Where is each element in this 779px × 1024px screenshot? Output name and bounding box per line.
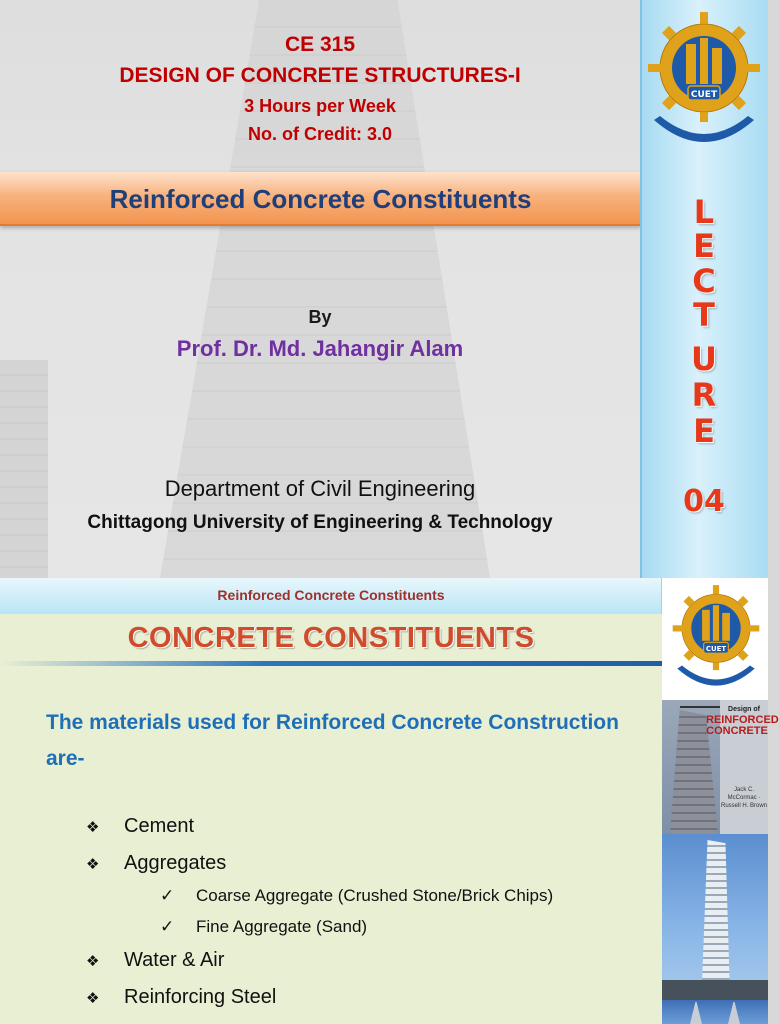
book-authors: Jack C. McCormac · Russell H. Brown — [720, 787, 767, 809]
lecture-letter-c: C — [692, 262, 716, 300]
book-title-small: Design of — [728, 706, 760, 713]
intro-text — [46, 705, 646, 777]
check-icon: ✓ — [160, 917, 175, 936]
cuet-logo-icon — [668, 582, 764, 698]
list-item-label: Aggregates — [124, 852, 227, 874]
tower-photo — [662, 834, 768, 1000]
list-item — [86, 986, 276, 1009]
cuet-logo-icon — [648, 8, 760, 158]
tower-ground-graphic — [662, 980, 768, 1000]
lecture-letter-e: E — [693, 227, 715, 265]
lecture-letter-e2: E — [693, 412, 715, 450]
bullet-diamond-icon: ❖ — [86, 952, 100, 970]
lecture-letter-r: R — [691, 376, 717, 414]
intro-line-2: are- — [46, 747, 85, 770]
twisting-tower-graphic — [700, 840, 730, 996]
sub-list-item — [160, 886, 553, 906]
logo-badge-text: CUET — [690, 90, 718, 100]
by-label: By — [308, 307, 332, 327]
lecture-letter-l: L — [693, 193, 715, 231]
slide-header-bar — [0, 578, 662, 614]
course-code: CE 315 — [284, 33, 356, 56]
topic-title: Reinforced Concrete Constituents — [109, 184, 532, 214]
spire-graphic — [690, 1002, 702, 1024]
bullet-diamond-icon: ❖ — [86, 989, 100, 1007]
list-item — [86, 815, 194, 838]
lecture-letter-t: T — [693, 296, 715, 334]
check-icon: ✓ — [160, 886, 175, 905]
slide-header-text: Reinforced Concrete Constituents — [217, 587, 445, 603]
sub-list-item-label: Coarse Aggregate (Crushed Stone/Brick Chips) — [196, 886, 554, 905]
topic-banner — [0, 172, 641, 226]
bullet-diamond-icon: ❖ — [86, 855, 100, 873]
book-title-line-1: REINFORCED — [706, 714, 779, 726]
slide-title: CONCRETE CONSTITUENTS — [127, 622, 535, 654]
background-building-left — [0, 360, 48, 578]
course-title: DESIGN OF CONCRETE STRUCTURES-I — [119, 64, 521, 87]
list-item-label: Reinforcing Steel — [124, 986, 277, 1008]
bullet-diamond-icon: ❖ — [86, 818, 100, 836]
lecture-number: 04 — [683, 484, 725, 519]
spire-graphic — [728, 1002, 740, 1024]
list-item-label: Cement — [124, 815, 195, 837]
department-name: Department of Civil Engineering — [164, 476, 476, 501]
book-title-line-2: CONCRETE — [706, 725, 768, 737]
university-name: Chittagong University of Engineering & Technology — [87, 512, 553, 533]
sub-list-item — [160, 917, 367, 937]
logo-badge-text: CUET — [705, 644, 727, 653]
content-slide — [0, 578, 779, 1024]
intro-line-1: The materials used for Reinforced Concrete Construction — [46, 711, 619, 734]
twin-towers-photo — [662, 1000, 768, 1024]
sub-list-item-label: Fine Aggregate (Sand) — [196, 917, 368, 936]
book-title — [706, 714, 779, 737]
book-cover-image — [662, 700, 779, 834]
list-item-label: Water & Air — [124, 949, 225, 971]
list-item — [86, 852, 226, 875]
lecture-letter-u: U — [691, 340, 717, 378]
author-name: Prof. Dr. Md. Jahangir Alam — [176, 336, 464, 361]
list-item — [86, 949, 224, 972]
course-hours: 3 Hours per Week — [244, 96, 396, 116]
title-underline — [0, 661, 662, 666]
course-credit: No. of Credit: 3.0 — [247, 124, 392, 144]
